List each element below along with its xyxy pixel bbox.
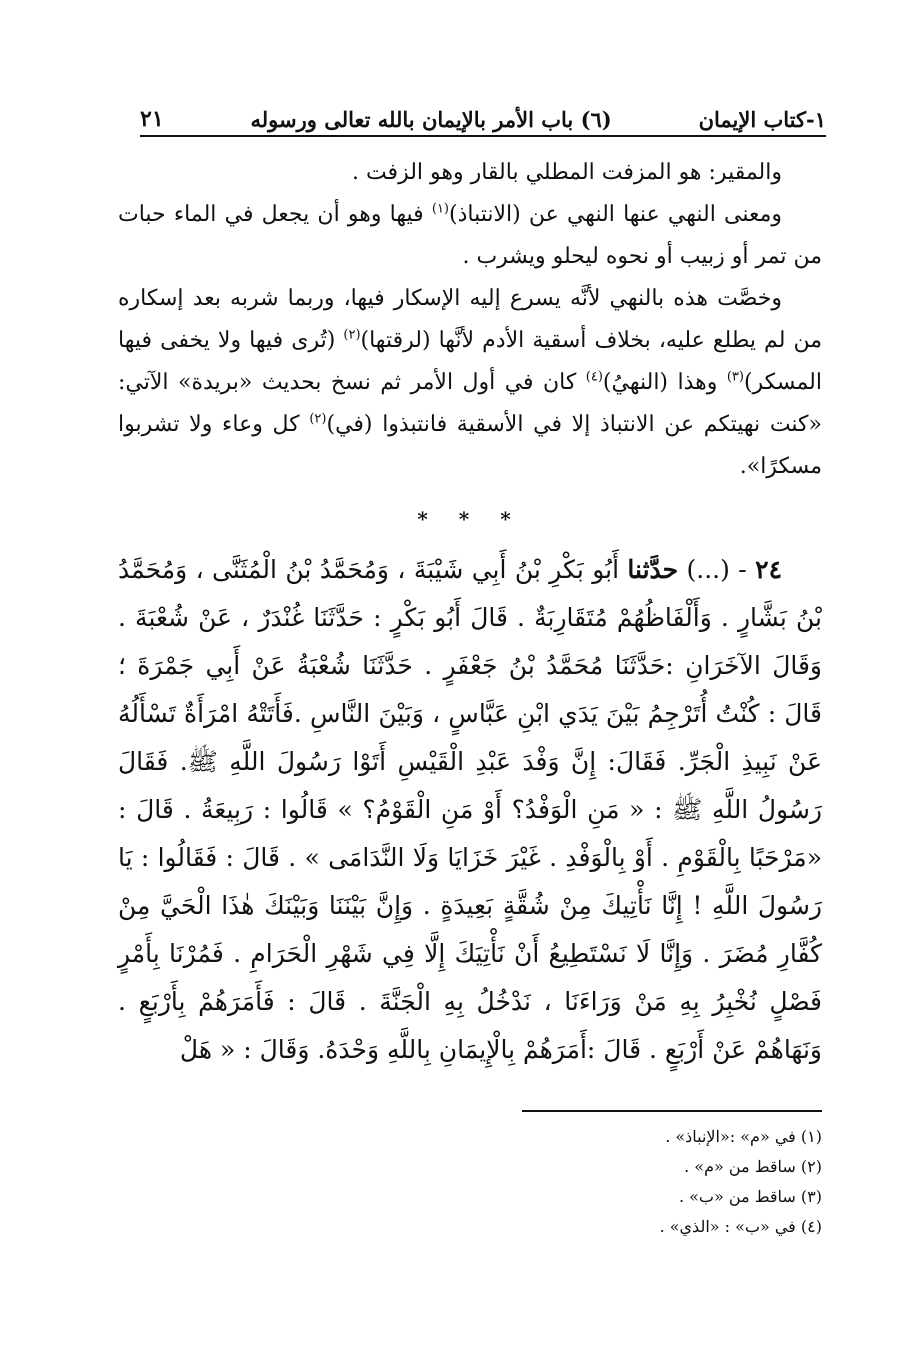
chapter-title: ١-كتاب الإيمان [698,107,826,132]
paragraph-3: وخصَّت هذه بالنهي لأنَّه يسرع إليه الإسكار فيها، وربما شربه بعد إسكاره من لم يطلع عليه، بخلاف أسقية الأدم لأنَّها (لرقتها)$^{(٢)}$ (تُرى فيها ولا يخفى فيها المسكر)$^{(٣)}$ وهذا (النهيُ)$^{(٤)}$ كان في أول الأمر ثم نسخ بحديث «بريدة» الآتي: «كنت نهيتكم عن الانتباذ إلا في الأسقية فانتبذوا (في)$^{(٢)}$ كل وعاء ولا تشربوا مسكرًا». [118,286,823,479]
page-number: ٢١ [140,106,164,132]
hadith-number: ٢٤ [755,555,782,584]
running-header [140,92,826,132]
header-rule [140,135,826,137]
main-text [118,152,822,1074]
footnote-ref: (٣) [726,369,744,385]
footnotes [300,1122,822,1242]
hadith-body: أَبُو بَكْرِ بْنُ أَبِي شَيْبَةَ ، وَمُحَمَّدُ بْنُ الْمُثَنَّى ، وَمُحَمَّدُ بْنُ بَشَّارٍ . وَأَلْفَاظُهُمْ مُتَقَارِبَةٌ . قَالَ أَبُو بَكْرٍ : حَدَّثَنَا غُنْدَرٌ ، عَنْ شُعْبَةَ . وَقَالَ الآخَرَانِ :حَدَّثَنَا مُحَمَّدُ بْنُ جَعْفَرٍ . حَدَّثَنَا شُعْبَةُ عَنْ أَبِي جَمْرَةَ ؛ قَالَ : كُنْتُ أُتَرْجِمُ بَيْنَ يَدَي ابْنِ عَبَّاسٍ ، وَبَيْنَ النَّاسِ .فَأَتَتْهُ امْرَأَةٌ تَسْأَلُهُ عَنْ نَبِيذِ الْجَرِّ. فَقَالَ: إِنَّ وَفْدَ عَبْدِ الْقَيْسِ أَتَوْا رَسُولَ اللَّهِ ﷺ. فَقَالَ رَسُولُ اللَّهِ ﷺ : « مَنِ الْوَفْدُ؟ أَوْ مَنِ الْقَوْمُ؟ » قَالُوا : رَبِيعَةُ . قَالَ : «مَرْحَبًا بِالْقَوْمِ . أَوْ بِالْوَفْدِ . غَيْرَ خَزَايَا وَلَا النَّدَامَى » . قَالَ : فَقَالُوا : يَا رَسُولَ اللَّهِ ! إِنَّا نَأْتِيكَ مِنْ شُقَّةٍ بَعِيدَةٍ . وَإِنَّ بَيْنَنَا وَبَيْنَكَ هٰذَا الْحَيَّ مِنْ كُفَّارِ مُضَرَ . وَإِنَّا لَا نَسْتَطِيعُ أَنْ نَأْتِيَكَ إِلَّا فِي شَهْرِ الْحَرَامِ . فَمُرْنَا بِأَمْرٍ فَصْلٍ نُخْبِرُ بِهِ مَنْ وَرَاءَنَا ، نَدْخُلُ بِهِ الْجَنَّةَ . قَالَ : فَأَمَرَهُمْ بِأَرْبَعٍ . وَنَهَاهُمْ عَنْ أَرْبَعٍ . قَالَ :أَمَرَهُمْ بِالْإِيمَانِ بِاللَّهِ وَحْدَهُ. وَقَالَ : « هَلْ [118,555,822,1064]
footnote-3: (٣) ساقط من «ب» . [678,1187,822,1206]
hadith-text: ٢٤ - (...) حدَّثنا أَبُو بَكْرِ بْنُ أَبِي شَيْبَةَ ، وَمُحَمَّدُ بْنُ الْمُثَنَّى ، وَمُحَمَّدُ بْنُ بَشَّارٍ . وَأَلْفَاظُهُمْ مُتَقَارِبَةٌ . قَالَ أَبُو بَكْرٍ : حَدَّثَنَا غُنْدَرٌ ، عَنْ شُعْبَةَ . وَقَالَ الآخَرَانِ :حَدَّثَنَا مُحَمَّدُ بْنُ جَعْفَرٍ . حَدَّثَنَا شُعْبَةُ عَنْ أَبِي جَمْرَةَ ؛ قَالَ : كُنْتُ أُتَرْجِمُ بَيْنَ يَدَي ابْنِ عَبَّاسٍ ، وَبَيْنَ النَّاسِ .فَأَتَتْهُ امْرَأَةٌ تَسْأَلُهُ عَنْ نَبِيذِ الْجَرِّ. فَقَالَ: إِنَّ وَفْدَ عَبْدِ الْقَيْسِ أَتَوْا رَسُولَ اللَّهِ ﷺ. فَقَالَ رَسُولُ اللَّهِ ﷺ : « مَنِ الْوَفْدُ؟ أَوْ مَنِ الْقَوْمُ؟ » قَالُوا : رَبِيعَةُ . قَالَ : «مَرْحَبًا بِالْقَوْمِ . أَوْ بِالْوَفْدِ . غَيْرَ خَزَايَا وَلَا النَّدَامَى » . قَالَ : فَقَالُوا : يَا رَسُولَ اللَّهِ ! إِنَّا نَأْتِيكَ مِنْ شُقَّةٍ بَعِيدَةٍ . وَإِنَّ بَيْنَنَا وَبَيْنَكَ هٰذَا الْحَيَّ مِنْ كُفَّارِ مُضَرَ . وَإِنَّا لَا نَسْتَطِيعُ أَنْ نَأْتِيَكَ إِلَّا فِي شَهْرِ الْحَرَامِ . فَمُرْنَا بِأَمْرٍ فَصْلٍ نُخْبِرُ بِهِ مَنْ وَرَاءَنَا ، نَدْخُلُ بِهِ الْجَنَّةَ . قَالَ : فَأَمَرَهُمْ بِأَرْبَعٍ . وَنَهَاهُمْ عَنْ أَرْبَعٍ . قَالَ :أَمَرَهُمْ بِالْإِيمَانِ بِاللَّهِ وَحْدَهُ. وَقَالَ : « هَلْ [118,555,822,1064]
section-separator: * * * [417,507,523,531]
footnote-ref: (٢) [309,411,327,427]
footnote-ref: (١) [431,201,449,217]
paragraph-1: والمقير: هو المزفت المطلي بالقار وهو الزفت . [351,160,782,185]
footnote-2: (٢) ساقط من «م» . [684,1157,822,1176]
hadith-lead: حدَّثنا [627,555,679,584]
footnote-ref: (٤) [585,369,603,385]
section-title: (٦) باب الأمر بالإيمان بالله تعالى ورسوله [250,107,612,132]
footnote-rule [522,1110,822,1112]
paragraph-2: ومعنى النهي عنها النهي عن (الانتباذ)$^{(١)}$ فيها وهو أن يجعل في الماء حبات من تمر أو زبيب أو نحوه ليحلو ويشرب . [118,201,822,269]
footnote-ref: (٢) [343,327,361,343]
footnote-4: (٤) في «ب» : «الذي» . [659,1217,822,1236]
footnote-1: (١) في «م» :«الإنباذ» . [665,1127,822,1146]
